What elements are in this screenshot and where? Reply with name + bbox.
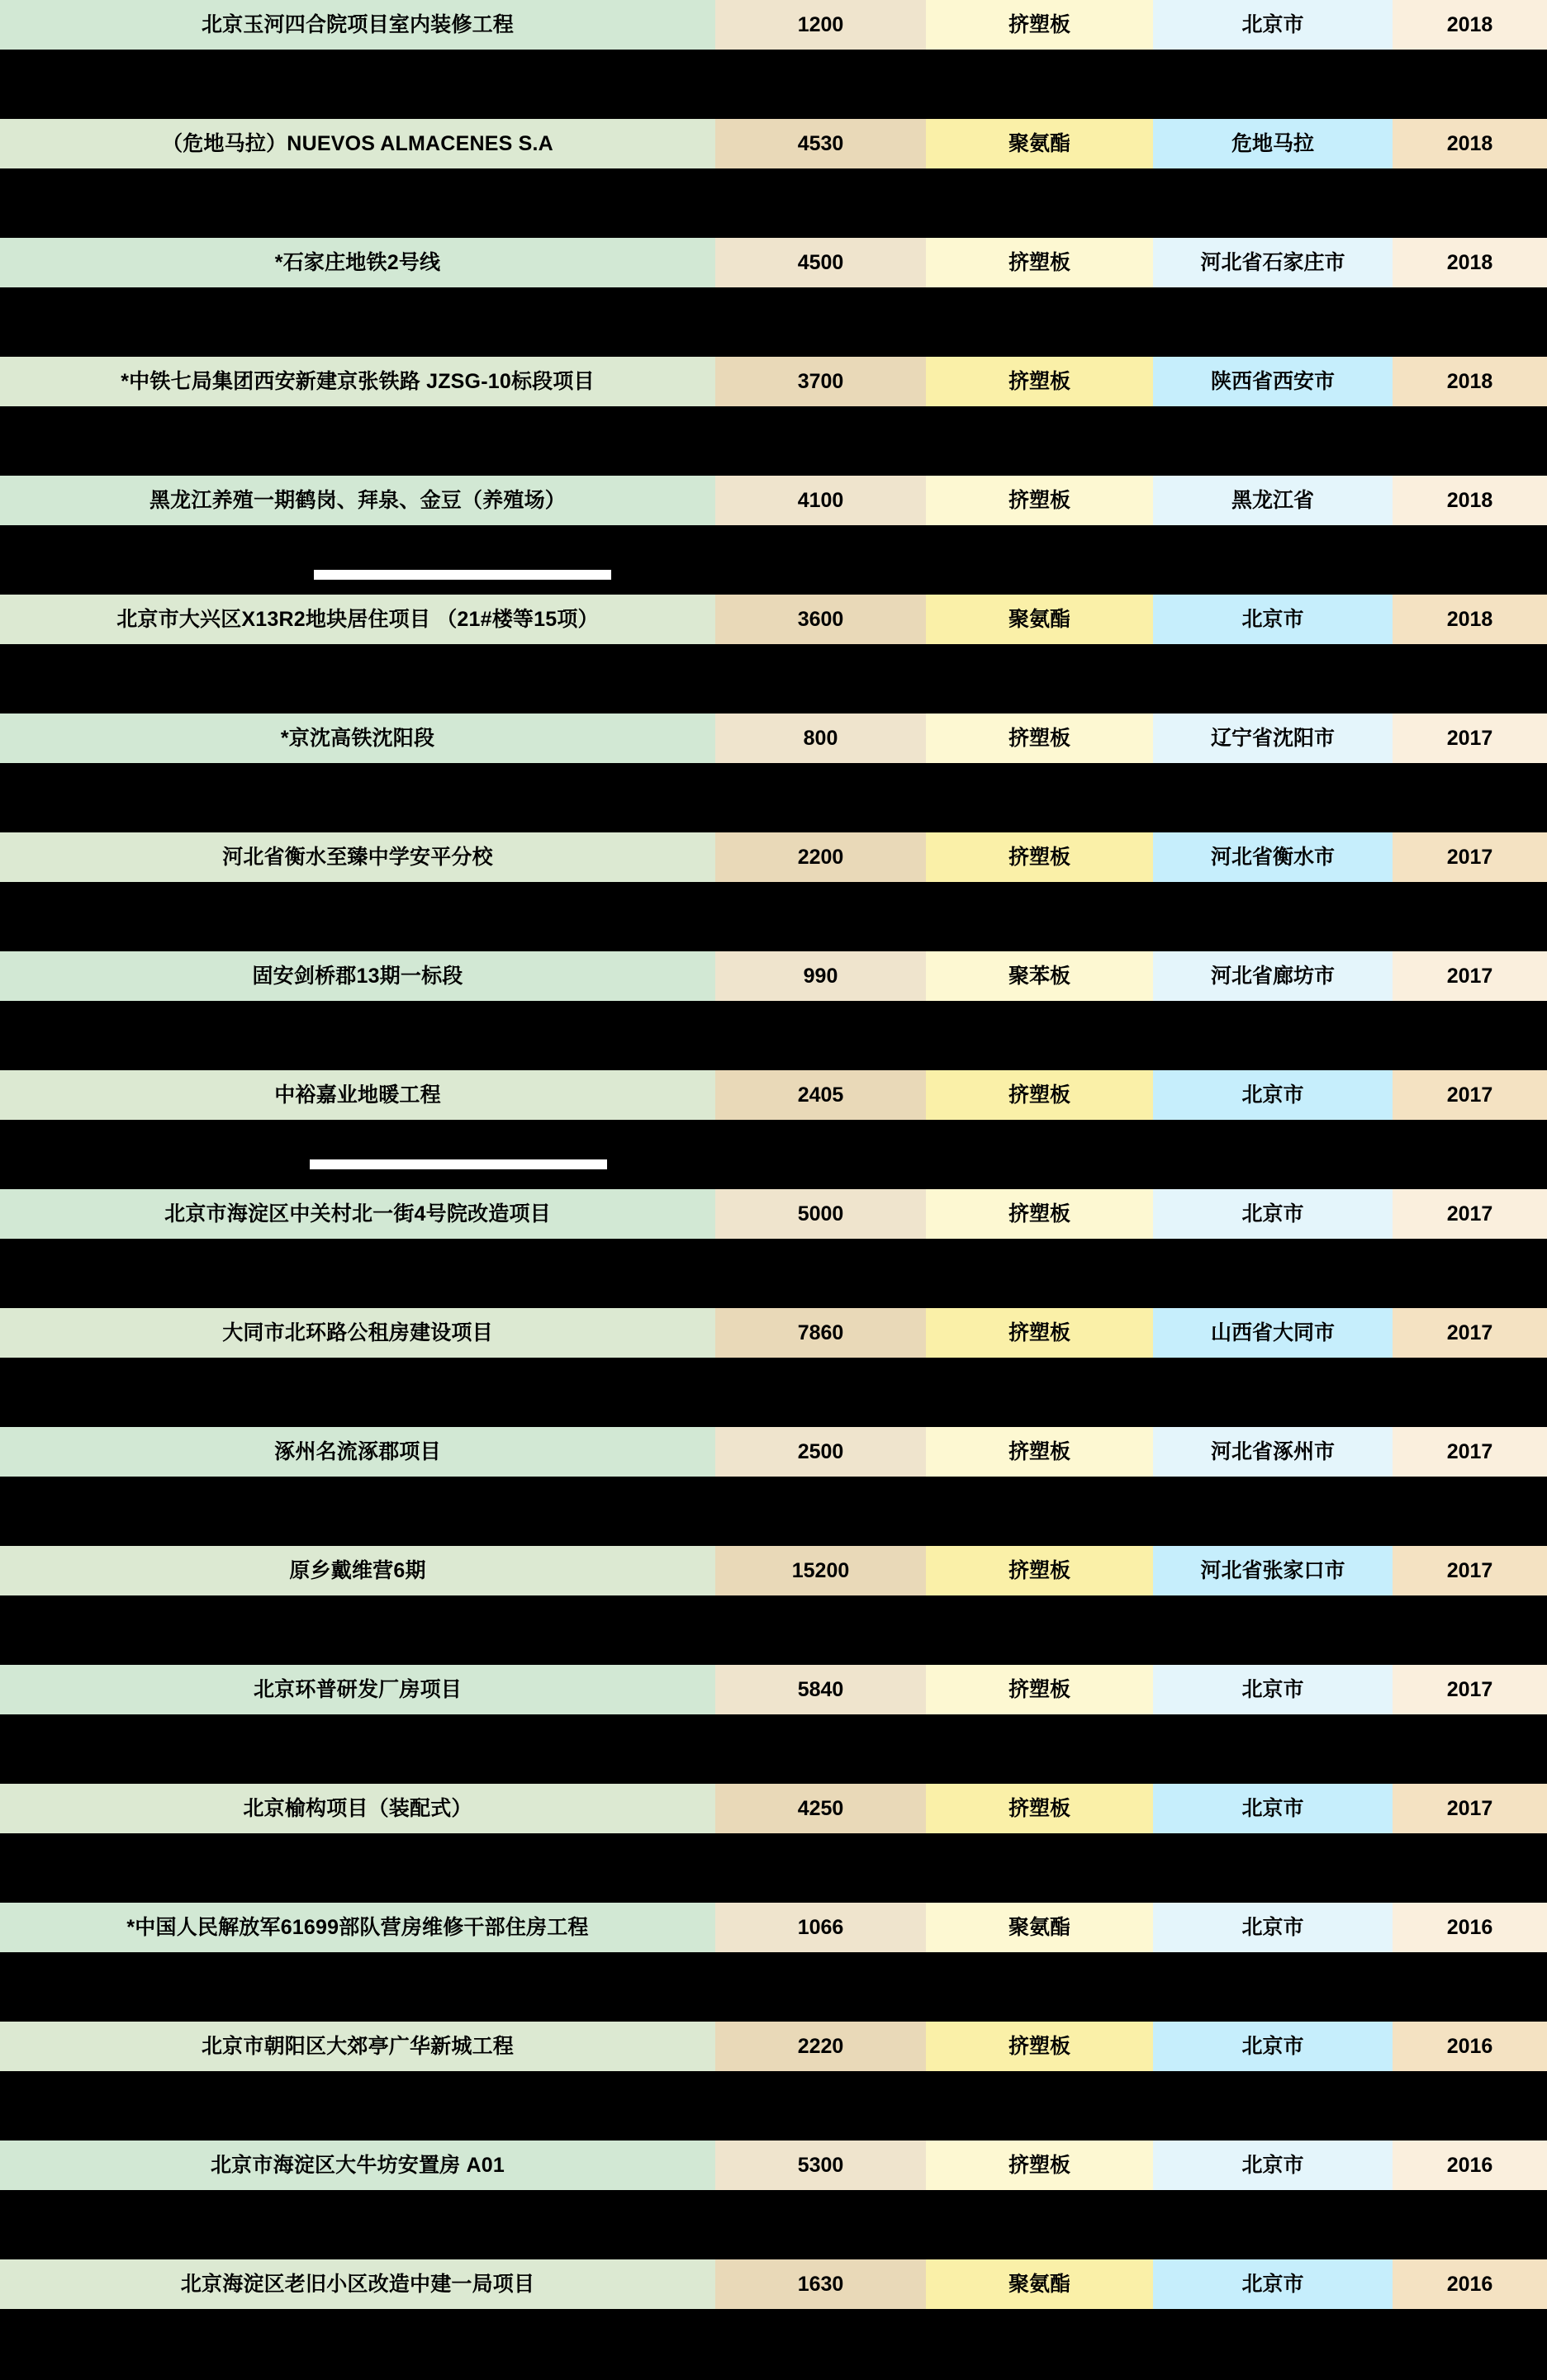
- cell-project-name: 中裕嘉业地暖工程: [0, 1070, 715, 1120]
- cell-year: 2016: [1393, 1903, 1547, 1952]
- row-separator: [0, 50, 1547, 119]
- cell-location: 辽宁省沈阳市: [1153, 714, 1393, 763]
- cell-quantity: 4530: [715, 119, 926, 168]
- table-row: [0, 1546, 1547, 1595]
- cell-material: 挤塑板: [926, 1189, 1153, 1239]
- cell-material: 挤塑板: [926, 1784, 1153, 1833]
- table-row: [0, 476, 1547, 525]
- table-row: [0, 2022, 1547, 2071]
- row-separator: [0, 287, 1547, 357]
- cell-quantity: 15200: [715, 1546, 926, 1595]
- cell-project-name: *中国人民解放军61699部队营房维修干部住房工程: [0, 1903, 715, 1952]
- cell-project-name: 河北省衡水至臻中学安平分校: [0, 832, 715, 882]
- table-row: [0, 951, 1547, 1001]
- row-separator: [0, 2190, 1547, 2259]
- notch-artifact-2: [310, 1159, 607, 1169]
- row-separator: [0, 168, 1547, 238]
- cell-project-name: 北京市海淀区中关村北一街4号院改造项目: [0, 1189, 715, 1239]
- cell-year: 2017: [1393, 1308, 1547, 1358]
- cell-quantity: 4250: [715, 1784, 926, 1833]
- cell-project-name: 黑龙江养殖一期鹤岗、拜泉、金豆（养殖场）: [0, 476, 715, 525]
- cell-location: 陕西省西安市: [1153, 357, 1393, 406]
- row-separator: [0, 1477, 1547, 1546]
- cell-location: 北京市: [1153, 595, 1393, 644]
- cell-location: 河北省涿州市: [1153, 1427, 1393, 1477]
- cell-material: 挤塑板: [926, 1308, 1153, 1358]
- cell-project-name: *石家庄地铁2号线: [0, 238, 715, 287]
- notch-artifact-1: [314, 570, 611, 580]
- cell-project-name: 涿州名流涿郡项目: [0, 1427, 715, 1477]
- row-separator: [0, 1001, 1547, 1070]
- cell-project-name: 北京市大兴区X13R2地块居住项目 （21#楼等15项）: [0, 595, 715, 644]
- cell-year: 2018: [1393, 476, 1547, 525]
- row-separator: [0, 2071, 1547, 2141]
- cell-location: 黑龙江省: [1153, 476, 1393, 525]
- cell-location: 北京市: [1153, 2141, 1393, 2190]
- cell-year: 2018: [1393, 595, 1547, 644]
- row-separator: [0, 1120, 1547, 1189]
- cell-year: 2017: [1393, 1546, 1547, 1595]
- table-row: [0, 595, 1547, 644]
- cell-year: 2016: [1393, 2022, 1547, 2071]
- cell-quantity: 7860: [715, 1308, 926, 1358]
- row-separator: [0, 406, 1547, 476]
- cell-location: 北京市: [1153, 1784, 1393, 1833]
- cell-location: 河北省石家庄市: [1153, 238, 1393, 287]
- cell-year: 2018: [1393, 0, 1547, 50]
- table-row: [0, 714, 1547, 763]
- cell-location: 河北省廊坊市: [1153, 951, 1393, 1001]
- cell-project-name: *京沈高铁沈阳段: [0, 714, 715, 763]
- cell-project-name: （危地马拉）NUEVOS ALMACENES S.A: [0, 119, 715, 168]
- row-separator: [0, 763, 1547, 832]
- cell-quantity: 1630: [715, 2259, 926, 2309]
- cell-material: 挤塑板: [926, 476, 1153, 525]
- table-row: [0, 1903, 1547, 1952]
- table-row: [0, 2141, 1547, 2190]
- cell-year: 2018: [1393, 238, 1547, 287]
- cell-project-name: 北京玉河四合院项目室内装修工程: [0, 0, 715, 50]
- cell-project-name: 原乡戴维营6期: [0, 1546, 715, 1595]
- cell-project-name: 北京海淀区老旧小区改造中建一局项目: [0, 2259, 715, 2309]
- cell-material: 聚氨酯: [926, 1903, 1153, 1952]
- cell-material: 挤塑板: [926, 1070, 1153, 1120]
- cell-location: 北京市: [1153, 1070, 1393, 1120]
- cell-project-name: *中铁七局集团西安新建京张铁路 JZSG-10标段项目: [0, 357, 715, 406]
- cell-quantity: 4100: [715, 476, 926, 525]
- cell-quantity: 2220: [715, 2022, 926, 2071]
- cell-location: 河北省衡水市: [1153, 832, 1393, 882]
- cell-location: 危地马拉: [1153, 119, 1393, 168]
- table-row: [0, 1665, 1547, 1714]
- table-row: [0, 1308, 1547, 1358]
- cell-quantity: 1200: [715, 0, 926, 50]
- cell-material: 挤塑板: [926, 2022, 1153, 2071]
- cell-year: 2016: [1393, 2259, 1547, 2309]
- cell-material: 挤塑板: [926, 357, 1153, 406]
- cell-material: 挤塑板: [926, 832, 1153, 882]
- cell-material: 聚氨酯: [926, 2259, 1153, 2309]
- cell-location: 北京市: [1153, 2022, 1393, 2071]
- cell-location: 河北省张家口市: [1153, 1546, 1393, 1595]
- row-separator: [0, 882, 1547, 951]
- cell-project-name: 大同市北环路公租房建设项目: [0, 1308, 715, 1358]
- cell-year: 2017: [1393, 951, 1547, 1001]
- cell-year: 2018: [1393, 357, 1547, 406]
- table-row: [0, 238, 1547, 287]
- table-row: [0, 357, 1547, 406]
- cell-material: 挤塑板: [926, 1546, 1153, 1595]
- table-row: [0, 1189, 1547, 1239]
- cell-location: 山西省大同市: [1153, 1308, 1393, 1358]
- table-row: [0, 1427, 1547, 1477]
- cell-quantity: 5840: [715, 1665, 926, 1714]
- table-row: [0, 1784, 1547, 1833]
- cell-quantity: 1066: [715, 1903, 926, 1952]
- cell-project-name: 北京榆构项目（装配式）: [0, 1784, 715, 1833]
- cell-year: 2017: [1393, 1189, 1547, 1239]
- cell-year: 2017: [1393, 1070, 1547, 1120]
- row-separator: [0, 1833, 1547, 1903]
- cell-location: 北京市: [1153, 0, 1393, 50]
- table-row: [0, 832, 1547, 882]
- row-separator: [0, 525, 1547, 595]
- cell-material: 挤塑板: [926, 2141, 1153, 2190]
- cell-material: 挤塑板: [926, 1427, 1153, 1477]
- cell-location: 北京市: [1153, 1665, 1393, 1714]
- cell-project-name: 北京市朝阳区大郊亭广华新城工程: [0, 2022, 715, 2071]
- cell-project-name: 北京市海淀区大牛坊安置房 A01: [0, 2141, 715, 2190]
- cell-year: 2017: [1393, 832, 1547, 882]
- cell-quantity: 990: [715, 951, 926, 1001]
- cell-location: 北京市: [1153, 1189, 1393, 1239]
- cell-year: 2018: [1393, 119, 1547, 168]
- cell-material: 聚氨酯: [926, 119, 1153, 168]
- row-separator: [0, 1952, 1547, 2022]
- cell-material: 挤塑板: [926, 238, 1153, 287]
- cell-quantity: 3600: [715, 595, 926, 644]
- row-separator: [0, 1595, 1547, 1665]
- cell-year: 2017: [1393, 1427, 1547, 1477]
- cell-quantity: 3700: [715, 357, 926, 406]
- row-separator: [0, 1358, 1547, 1427]
- row-separator: [0, 644, 1547, 714]
- cell-quantity: 2405: [715, 1070, 926, 1120]
- cell-quantity: 2500: [715, 1427, 926, 1477]
- cell-material: 聚苯板: [926, 951, 1153, 1001]
- row-separator: [0, 1239, 1547, 1308]
- cell-quantity: 800: [715, 714, 926, 763]
- table-row: [0, 2259, 1547, 2309]
- cell-year: 2016: [1393, 2141, 1547, 2190]
- cell-project-name: 固安剑桥郡13期一标段: [0, 951, 715, 1001]
- cell-year: 2017: [1393, 714, 1547, 763]
- cell-quantity: 2200: [715, 832, 926, 882]
- cell-material: 挤塑板: [926, 1665, 1153, 1714]
- cell-material: 挤塑板: [926, 714, 1153, 763]
- cell-location: 北京市: [1153, 1903, 1393, 1952]
- cell-material: 聚氨酯: [926, 595, 1153, 644]
- cell-quantity: 5000: [715, 1189, 926, 1239]
- table-row: [0, 0, 1547, 50]
- row-separator: [0, 1714, 1547, 1784]
- cell-year: 2017: [1393, 1784, 1547, 1833]
- cell-location: 北京市: [1153, 2259, 1393, 2309]
- cell-quantity: 4500: [715, 238, 926, 287]
- cell-project-name: 北京环普研发厂房项目: [0, 1665, 715, 1714]
- cell-year: 2017: [1393, 1665, 1547, 1714]
- table-row: [0, 119, 1547, 168]
- cell-material: 挤塑板: [926, 0, 1153, 50]
- cell-quantity: 5300: [715, 2141, 926, 2190]
- table-row: [0, 1070, 1547, 1120]
